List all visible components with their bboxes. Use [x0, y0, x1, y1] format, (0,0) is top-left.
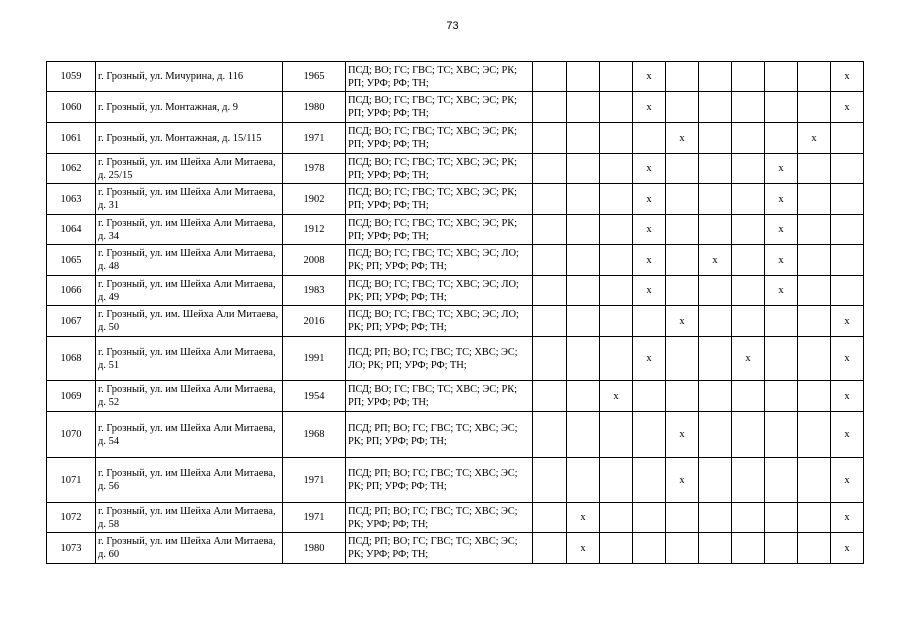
row-number-cell: 1059	[47, 62, 96, 92]
year-mark-cell	[798, 503, 831, 533]
year-mark-cell: х	[831, 503, 864, 533]
year-mark-cell	[567, 92, 600, 123]
address-cell: г. Грозный, ул. Монтажная, д. 9	[96, 92, 283, 123]
year-mark-cell	[699, 412, 732, 458]
year-mark-cell	[732, 245, 765, 276]
row-number-cell: 1073	[47, 533, 96, 564]
address-cell: г. Грозный, ул. Монтажная, д. 15/115	[96, 123, 283, 154]
year-mark-cell	[600, 92, 633, 123]
build-year-cell: 1978	[283, 154, 346, 184]
year-mark-cell	[666, 62, 699, 92]
year-mark-cell: х	[633, 337, 666, 381]
year-mark-cell	[732, 306, 765, 337]
year-mark-cell	[567, 184, 600, 215]
address-cell: г. Грозный, ул. им Шейха Али Митаева, д. 49	[96, 276, 283, 306]
year-mark-cell: х	[633, 92, 666, 123]
row-number-cell: 1069	[47, 381, 96, 412]
year-mark-cell: х	[765, 154, 798, 184]
year-mark-cell	[732, 458, 765, 503]
year-mark-cell	[533, 533, 567, 564]
year-mark-cell	[533, 458, 567, 503]
year-mark-cell: х	[831, 62, 864, 92]
year-mark-cell	[600, 123, 633, 154]
address-cell: г. Грозный, ул. Мичурина, д. 116	[96, 62, 283, 92]
row-number-cell: 1068	[47, 337, 96, 381]
year-mark-cell	[600, 184, 633, 215]
year-mark-cell	[633, 458, 666, 503]
year-mark-cell	[633, 412, 666, 458]
build-year-cell: 1954	[283, 381, 346, 412]
year-mark-cell	[765, 92, 798, 123]
year-mark-cell	[699, 62, 732, 92]
year-mark-cell: х	[666, 458, 699, 503]
table-row	[47, 337, 864, 381]
build-year-cell: 1971	[283, 123, 346, 154]
year-mark-cell: х	[633, 154, 666, 184]
year-mark-cell	[633, 123, 666, 154]
address-cell: г. Грозный, ул. им Шейха Али Митаева, д. 60	[96, 533, 283, 564]
build-year-cell: 1971	[283, 458, 346, 503]
year-mark-cell	[765, 62, 798, 92]
year-mark-cell	[732, 215, 765, 245]
year-mark-cell	[666, 503, 699, 533]
year-mark-cell	[699, 458, 732, 503]
year-mark-cell	[567, 412, 600, 458]
year-mark-cell: х	[666, 412, 699, 458]
address-cell: г. Грозный, ул. им. Шейха Али Митаева, д. 50	[96, 306, 283, 337]
year-mark-cell	[732, 62, 765, 92]
year-mark-cell: х	[798, 123, 831, 154]
work-types-cell: ПСД; ВО; ГС; ГВС; ТС; ХВС; ЭС; ЛО; РК; РП; УРФ; РФ; ТН;	[346, 245, 533, 276]
year-mark-cell	[533, 503, 567, 533]
year-mark-cell	[732, 123, 765, 154]
year-mark-cell	[533, 381, 567, 412]
year-mark-cell	[600, 154, 633, 184]
year-mark-cell	[600, 276, 633, 306]
table-row	[47, 503, 864, 533]
build-year-cell: 1980	[283, 92, 346, 123]
year-mark-cell: х	[633, 62, 666, 92]
year-mark-cell	[765, 503, 798, 533]
year-mark-cell	[533, 412, 567, 458]
year-mark-cell	[666, 92, 699, 123]
year-mark-cell	[798, 533, 831, 564]
year-mark-cell	[765, 306, 798, 337]
year-mark-cell: х	[765, 276, 798, 306]
year-mark-cell	[533, 123, 567, 154]
year-mark-cell	[533, 154, 567, 184]
address-cell: г. Грозный, ул. им Шейха Али Митаева, д. 25/15	[96, 154, 283, 184]
year-mark-cell	[765, 337, 798, 381]
year-mark-cell	[567, 276, 600, 306]
year-mark-cell	[533, 184, 567, 215]
year-mark-cell: х	[567, 503, 600, 533]
year-mark-cell	[600, 62, 633, 92]
year-mark-cell: х	[633, 184, 666, 215]
work-types-cell: ПСД; РП; ВО; ГС; ГВС; ТС; ХВС; ЭС; РК; РП; УРФ; РФ; ТН;	[346, 412, 533, 458]
year-mark-cell: х	[765, 215, 798, 245]
table-row	[47, 276, 864, 306]
year-mark-cell	[699, 184, 732, 215]
year-mark-cell	[699, 306, 732, 337]
year-mark-cell: х	[567, 533, 600, 564]
year-mark-cell	[567, 245, 600, 276]
year-mark-cell	[567, 337, 600, 381]
year-mark-cell	[666, 381, 699, 412]
year-mark-cell	[765, 123, 798, 154]
year-mark-cell	[666, 154, 699, 184]
year-mark-cell	[567, 62, 600, 92]
year-mark-cell	[732, 381, 765, 412]
year-mark-cell: х	[831, 381, 864, 412]
year-mark-cell: х	[765, 184, 798, 215]
work-types-cell: ПСД; РП; ВО; ГС; ГВС; ТС; ХВС; ЭС; РК; РП; УРФ; РФ; ТН;	[346, 458, 533, 503]
year-mark-cell: х	[600, 381, 633, 412]
year-mark-cell	[699, 154, 732, 184]
row-number-cell: 1064	[47, 215, 96, 245]
year-mark-cell	[600, 215, 633, 245]
year-mark-cell	[765, 381, 798, 412]
year-mark-cell	[666, 184, 699, 215]
year-mark-cell	[699, 503, 732, 533]
address-cell: г. Грозный, ул. им Шейха Али Митаева, д. 52	[96, 381, 283, 412]
year-mark-cell	[567, 123, 600, 154]
year-mark-cell	[765, 412, 798, 458]
table-row	[47, 184, 864, 215]
year-mark-cell	[533, 276, 567, 306]
year-mark-cell: х	[633, 215, 666, 245]
table-row	[47, 154, 864, 184]
year-mark-cell	[666, 215, 699, 245]
table-row	[47, 381, 864, 412]
year-mark-cell	[567, 154, 600, 184]
year-mark-cell	[798, 276, 831, 306]
year-mark-cell	[831, 215, 864, 245]
row-number-cell: 1070	[47, 412, 96, 458]
year-mark-cell	[831, 123, 864, 154]
year-mark-cell: х	[831, 306, 864, 337]
work-types-cell: ПСД; ВО; ГС; ГВС; ТС; ХВС; ЭС; РК; РП; УРФ; РФ; ТН;	[346, 215, 533, 245]
year-mark-cell	[633, 503, 666, 533]
year-mark-cell: х	[831, 92, 864, 123]
year-mark-cell	[798, 215, 831, 245]
year-mark-cell	[798, 154, 831, 184]
row-number-cell: 1061	[47, 123, 96, 154]
build-year-cell: 1902	[283, 184, 346, 215]
year-mark-cell	[567, 306, 600, 337]
year-mark-cell	[533, 245, 567, 276]
table-row	[47, 92, 864, 123]
year-mark-cell	[831, 154, 864, 184]
address-cell: г. Грозный, ул. им Шейха Али Митаева, д. 54	[96, 412, 283, 458]
year-mark-cell	[533, 92, 567, 123]
year-mark-cell: х	[831, 533, 864, 564]
build-year-cell: 1912	[283, 215, 346, 245]
page-number: 73	[446, 20, 459, 32]
year-mark-cell	[831, 184, 864, 215]
year-mark-cell	[600, 533, 633, 564]
year-mark-cell	[831, 276, 864, 306]
year-mark-cell: х	[633, 245, 666, 276]
address-cell: г. Грозный, ул. им Шейха Али Митаева, д. 56	[96, 458, 283, 503]
work-types-cell: ПСД; ВО; ГС; ГВС; ТС; ХВС; ЭС; РК; РП; УРФ; РФ; ТН;	[346, 154, 533, 184]
year-mark-cell	[666, 245, 699, 276]
year-mark-cell	[732, 412, 765, 458]
work-types-cell: ПСД; ВО; ГС; ГВС; ТС; ХВС; ЭС; РК; РП; УРФ; РФ; ТН;	[346, 123, 533, 154]
work-types-cell: ПСД; РП; ВО; ГС; ГВС; ТС; ХВС; ЭС; ЛО; РК; РП; УРФ; РФ; ТН;	[346, 337, 533, 381]
build-year-cell: 1991	[283, 337, 346, 381]
work-types-cell: ПСД; РП; ВО; ГС; ГВС; ТС; ХВС; ЭС; РК; УРФ; РФ; ТН;	[346, 533, 533, 564]
row-number-cell: 1065	[47, 245, 96, 276]
table-row	[47, 245, 864, 276]
year-mark-cell: х	[633, 276, 666, 306]
year-mark-cell	[798, 92, 831, 123]
year-mark-cell	[798, 337, 831, 381]
year-mark-cell: х	[699, 245, 732, 276]
year-mark-cell	[699, 533, 732, 564]
work-types-cell: ПСД; ВО; ГС; ГВС; ТС; ХВС; ЭС; ЛО; РК; РП; УРФ; РФ; ТН;	[346, 276, 533, 306]
year-mark-cell	[666, 337, 699, 381]
year-mark-cell	[533, 337, 567, 381]
year-mark-cell	[633, 306, 666, 337]
build-year-cell: 1968	[283, 412, 346, 458]
year-mark-cell: х	[831, 412, 864, 458]
row-number-cell: 1060	[47, 92, 96, 123]
year-mark-cell	[798, 184, 831, 215]
year-mark-cell	[732, 503, 765, 533]
table-row	[47, 412, 864, 458]
year-mark-cell	[732, 533, 765, 564]
table-row	[47, 458, 864, 503]
year-mark-cell	[732, 276, 765, 306]
year-mark-cell	[732, 92, 765, 123]
year-mark-cell	[600, 458, 633, 503]
address-cell: г. Грозный, ул. им Шейха Али Митаева, д. 48	[96, 245, 283, 276]
year-mark-cell	[732, 184, 765, 215]
table-row	[47, 215, 864, 245]
table-row	[47, 306, 864, 337]
year-mark-cell	[666, 276, 699, 306]
year-mark-cell	[600, 503, 633, 533]
work-types-cell: ПСД; ВО; ГС; ГВС; ТС; ХВС; ЭС; РК; РП; УРФ; РФ; ТН;	[346, 381, 533, 412]
work-types-cell: ПСД; ВО; ГС; ГВС; ТС; ХВС; ЭС; РК; РП; УРФ; РФ; ТН;	[346, 62, 533, 92]
year-mark-cell	[699, 92, 732, 123]
address-cell: г. Грозный, ул. им Шейха Али Митаева, д. 58	[96, 503, 283, 533]
year-mark-cell	[699, 337, 732, 381]
year-mark-cell: х	[732, 337, 765, 381]
work-types-cell: ПСД; РП; ВО; ГС; ГВС; ТС; ХВС; ЭС; РК; УРФ; РФ; ТН;	[346, 503, 533, 533]
year-mark-cell	[798, 412, 831, 458]
year-mark-cell	[699, 123, 732, 154]
year-mark-cell: х	[666, 306, 699, 337]
year-mark-cell	[600, 337, 633, 381]
work-types-cell: ПСД; ВО; ГС; ГВС; ТС; ХВС; ЭС; РК; РП; УРФ; РФ; ТН;	[346, 92, 533, 123]
year-mark-cell	[831, 245, 864, 276]
address-cell: г. Грозный, ул. им Шейха Али Митаева, д. 31	[96, 184, 283, 215]
work-types-cell: ПСД; ВО; ГС; ГВС; ТС; ХВС; ЭС; РК; РП; УРФ; РФ; ТН;	[346, 184, 533, 215]
year-mark-cell	[567, 215, 600, 245]
year-mark-cell	[600, 412, 633, 458]
row-number-cell: 1071	[47, 458, 96, 503]
year-mark-cell	[699, 215, 732, 245]
year-mark-cell	[732, 154, 765, 184]
address-cell: г. Грозный, ул. им Шейха Али Митаева, д. 51	[96, 337, 283, 381]
year-mark-cell	[699, 381, 732, 412]
build-year-cell: 1971	[283, 503, 346, 533]
year-mark-cell	[633, 533, 666, 564]
year-mark-cell: х	[831, 337, 864, 381]
year-mark-cell	[765, 458, 798, 503]
year-mark-cell: х	[666, 123, 699, 154]
year-mark-cell	[765, 533, 798, 564]
build-year-cell: 1980	[283, 533, 346, 564]
year-mark-cell	[533, 215, 567, 245]
row-number-cell: 1063	[47, 184, 96, 215]
address-cell: г. Грозный, ул. им Шейха Али Митаева, д. 34	[96, 215, 283, 245]
year-mark-cell	[798, 381, 831, 412]
table-row	[47, 62, 864, 92]
year-mark-cell: х	[831, 458, 864, 503]
year-mark-cell	[798, 245, 831, 276]
year-mark-cell	[798, 306, 831, 337]
row-number-cell: 1072	[47, 503, 96, 533]
year-mark-cell	[666, 533, 699, 564]
build-year-cell: 1965	[283, 62, 346, 92]
row-number-cell: 1067	[47, 306, 96, 337]
housing-registry-table	[46, 61, 864, 564]
year-mark-cell	[600, 306, 633, 337]
build-year-cell: 1983	[283, 276, 346, 306]
table-row	[47, 123, 864, 154]
year-mark-cell: х	[765, 245, 798, 276]
year-mark-cell	[699, 276, 732, 306]
year-mark-cell	[533, 62, 567, 92]
year-mark-cell	[567, 381, 600, 412]
row-number-cell: 1066	[47, 276, 96, 306]
year-mark-cell	[798, 62, 831, 92]
work-types-cell: ПСД; ВО; ГС; ГВС; ТС; ХВС; ЭС; ЛО; РК; РП; УРФ; РФ; ТН;	[346, 306, 533, 337]
year-mark-cell	[533, 306, 567, 337]
year-mark-cell	[600, 245, 633, 276]
build-year-cell: 2016	[283, 306, 346, 337]
year-mark-cell	[798, 458, 831, 503]
row-number-cell: 1062	[47, 154, 96, 184]
table-row	[47, 533, 864, 564]
year-mark-cell	[567, 458, 600, 503]
year-mark-cell	[633, 381, 666, 412]
build-year-cell: 2008	[283, 245, 346, 276]
